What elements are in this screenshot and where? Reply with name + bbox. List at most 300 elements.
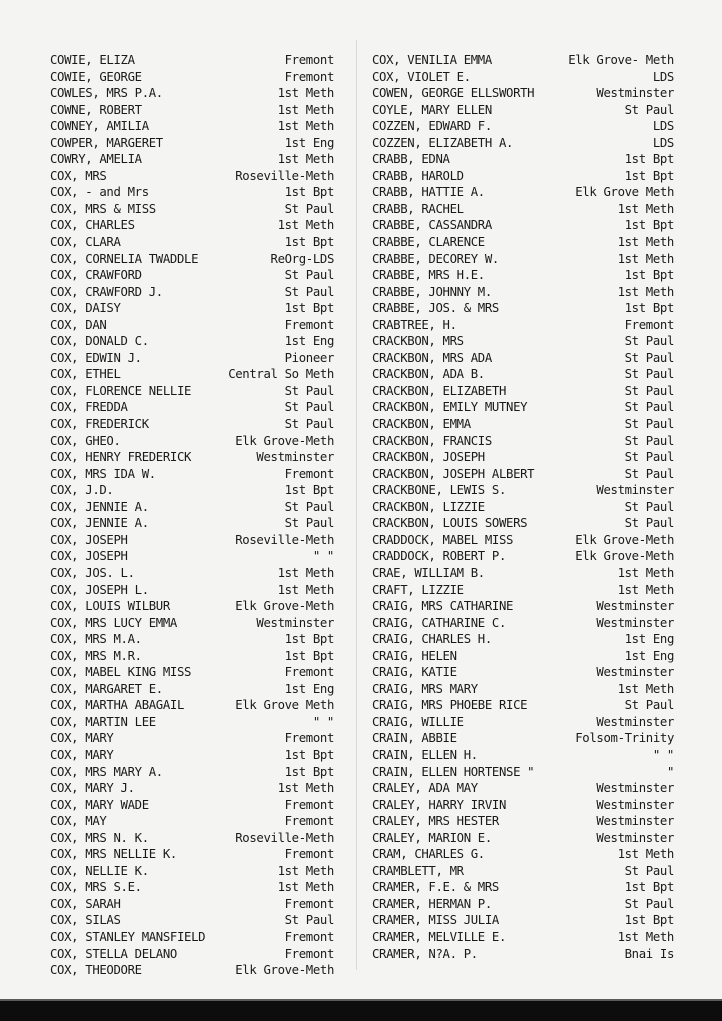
church-name: Elk Grove-Meth <box>235 599 334 614</box>
directory-entry <box>372 730 674 747</box>
church-name: St Paul <box>624 400 674 415</box>
church-name: 1st Meth <box>277 565 334 580</box>
church-name: 1st Meth <box>617 201 674 216</box>
right-column <box>372 52 674 962</box>
directory-entry <box>50 234 334 251</box>
directory-entry <box>50 300 334 317</box>
directory-entry <box>50 929 334 946</box>
directory-entry <box>372 201 674 218</box>
directory-entry <box>372 449 674 466</box>
member-name: CRAM, CHARLES G. <box>372 847 485 862</box>
member-name: CRALEY, HARRY IRVIN <box>372 797 507 812</box>
member-name: CRADDOCK, ROBERT P. <box>372 549 507 564</box>
member-name: COX, JOSEPH <box>50 532 128 547</box>
directory-entry <box>372 69 674 86</box>
member-name: COX, ETHEL <box>50 367 121 382</box>
left-column <box>50 52 334 979</box>
church-name: LDS <box>652 135 674 150</box>
directory-entry <box>372 912 674 929</box>
church-name: Westminster <box>596 781 674 796</box>
church-name: 1st Meth <box>277 218 334 233</box>
member-name: CRADDOCK, MABEL MISS <box>372 532 514 547</box>
member-name: COWPER, MARGERET <box>50 135 163 150</box>
member-name: COX, FREDDA <box>50 400 128 415</box>
church-name: 1st Bpt <box>284 235 334 250</box>
church-name: St Paul <box>624 516 674 531</box>
church-name: St Paul <box>624 450 674 465</box>
directory-entry <box>372 300 674 317</box>
directory-entry <box>372 565 674 582</box>
directory-entry <box>372 399 674 416</box>
church-name: 1st Bpt <box>284 747 334 762</box>
directory-entry <box>372 135 674 152</box>
member-name: COX, LOUIS WILBUR <box>50 599 170 614</box>
directory-entry <box>372 383 674 400</box>
church-name: " <box>666 764 674 779</box>
church-name: Elk Grove Meth <box>235 698 334 713</box>
directory-entry <box>372 416 674 433</box>
member-name: COX, EDWIN J. <box>50 350 142 365</box>
church-name: 1st Bpt <box>624 218 674 233</box>
member-name: COX, MARY <box>50 747 114 762</box>
member-name: COWIE, ELIZA <box>50 53 135 67</box>
member-name: COX, MARGARET E. <box>50 681 163 696</box>
member-name: COX, MARTHA ABAGAIL <box>50 698 185 713</box>
member-name: COX, MARTIN LEE <box>50 714 156 729</box>
church-name: 1st Bpt <box>284 632 334 647</box>
member-name: COX, JOSEPH L. <box>50 582 149 597</box>
directory-entry <box>50 267 334 284</box>
church-name: St Paul <box>284 516 334 531</box>
directory-entry <box>372 846 674 863</box>
church-name: Elk Grove- Meth <box>568 53 674 67</box>
directory-entry <box>50 383 334 400</box>
directory-entry <box>372 515 674 532</box>
member-name: CRAIN, ELLEN H. <box>372 747 478 762</box>
directory-entry <box>50 912 334 929</box>
directory-entry <box>50 416 334 433</box>
directory-entry <box>372 764 674 781</box>
church-name: 1st Eng <box>284 681 334 696</box>
member-name: CRACKBON, FRANCIS <box>372 433 492 448</box>
directory-entry <box>50 697 334 714</box>
member-name: CRABB, HATTIE A. <box>372 185 485 200</box>
member-name: CRAIG, WILLIE <box>372 714 464 729</box>
church-name: 1st Bpt <box>284 301 334 316</box>
member-name: COX, JOS. L. <box>50 565 135 580</box>
member-name: CRABB, RACHEL <box>372 201 464 216</box>
directory-entry <box>372 615 674 632</box>
member-name: COX, THEODORE <box>50 963 142 978</box>
church-name: Westminster <box>596 665 674 680</box>
directory-entry <box>50 515 334 532</box>
member-name: COX, MARY <box>50 731 114 746</box>
member-name: CRACKBON, MRS ADA <box>372 350 492 365</box>
church-name: St Paul <box>284 400 334 415</box>
member-name: COX, JOSEPH <box>50 549 128 564</box>
directory-entry <box>50 780 334 797</box>
church-name: 1st Meth <box>617 847 674 862</box>
church-name: St Paul <box>284 499 334 514</box>
member-name: COX, MRS & MISS <box>50 201 156 216</box>
member-name: COX, CLARA <box>50 235 121 250</box>
directory-entry <box>372 681 674 698</box>
church-name: ReOrg-LDS <box>270 251 334 266</box>
church-name: Elk Grove-Meth <box>575 532 674 547</box>
directory-entry <box>372 433 674 450</box>
church-name: St Paul <box>624 417 674 432</box>
directory-entry <box>50 747 334 764</box>
church-name: 1st Bpt <box>624 301 674 316</box>
church-name: Fremont <box>284 929 334 944</box>
member-name: COX, JENNIE A. <box>50 499 149 514</box>
church-name: St Paul <box>624 383 674 398</box>
directory-entry <box>50 631 334 648</box>
directory-entry <box>50 433 334 450</box>
member-name: CRAIG, MRS PHOEBE RICE <box>372 698 528 713</box>
directory-entry <box>50 565 334 582</box>
directory-entry <box>372 714 674 731</box>
directory-entry <box>50 466 334 483</box>
directory-entry <box>372 499 674 516</box>
directory-entry <box>372 52 674 69</box>
church-name: Fremont <box>284 53 334 67</box>
directory-entry <box>50 135 334 152</box>
member-name: COWRY, AMELIA <box>50 152 142 167</box>
directory-entry <box>372 863 674 880</box>
church-name: Westminster <box>596 599 674 614</box>
member-name: COWIE, GEORGE <box>50 69 142 84</box>
directory-entry <box>50 863 334 880</box>
church-name: 1st Meth <box>617 565 674 580</box>
church-name: St Paul <box>284 417 334 432</box>
directory-entry <box>50 879 334 896</box>
member-name: CRAMER, F.E. & MRS <box>372 880 499 895</box>
church-name: St Paul <box>624 896 674 911</box>
church-name: 1st Meth <box>617 929 674 944</box>
directory-entry <box>372 234 674 251</box>
directory-entry <box>50 582 334 599</box>
church-name: Bnai Is <box>624 946 674 961</box>
church-name: Fremont <box>284 946 334 961</box>
directory-entry <box>372 85 674 102</box>
directory-entry <box>372 946 674 963</box>
member-name: COX, DAN <box>50 317 107 332</box>
church-name: Roseville-Meth <box>235 168 334 183</box>
directory-entry <box>50 830 334 847</box>
member-name: CRABBE, CLARENCE <box>372 235 485 250</box>
member-name: CRACKBON, JOSEPH <box>372 450 485 465</box>
church-name: 1st Bpt <box>284 185 334 200</box>
church-name: Central So Meth <box>228 367 334 382</box>
member-name: COX, SARAH <box>50 896 121 911</box>
directory-entry <box>50 217 334 234</box>
member-name: CRAIG, MRS MARY <box>372 681 478 696</box>
member-name: CRAMBLETT, MR <box>372 863 464 878</box>
church-name: Fremont <box>284 466 334 481</box>
church-name: 1st Meth <box>277 781 334 796</box>
member-name: COX, MRS M.R. <box>50 648 142 663</box>
directory-entry <box>50 333 334 350</box>
directory-entry <box>372 251 674 268</box>
directory-entry <box>372 284 674 301</box>
member-name: COX, CHARLES <box>50 218 135 233</box>
church-name: 1st Meth <box>617 284 674 299</box>
directory-entry <box>50 118 334 135</box>
directory-entry <box>50 350 334 367</box>
scan-border <box>0 1001 722 1021</box>
member-name: CRACKBON, EMILY MUTNEY <box>372 400 528 415</box>
church-name: 1st Meth <box>277 102 334 117</box>
church-name: 1st Bpt <box>624 913 674 928</box>
member-name: CRABBE, MRS H.E. <box>372 268 485 283</box>
church-name: Elk Grove-Meth <box>575 549 674 564</box>
member-name: COYLE, MARY ELLEN <box>372 102 492 117</box>
directory-entry <box>50 284 334 301</box>
directory-entry <box>372 267 674 284</box>
member-name: COX, MRS N. K. <box>50 830 149 845</box>
member-name: CRAMER, MISS JULIA <box>372 913 499 928</box>
member-name: COX, DAISY <box>50 301 121 316</box>
church-name: Folsom-Trinity <box>575 731 674 746</box>
church-name: Westminster <box>596 86 674 101</box>
directory-entry <box>50 813 334 830</box>
member-name: CRAIG, CATHARINE C. <box>372 615 507 630</box>
member-name: CRALEY, MRS HESTER <box>372 814 499 829</box>
directory-entry <box>50 615 334 632</box>
member-name: CRAIG, KATIE <box>372 665 457 680</box>
member-name: CRALEY, MARION E. <box>372 830 492 845</box>
member-name: COX, HENRY FREDERICK <box>50 450 192 465</box>
church-name: St Paul <box>624 698 674 713</box>
member-name: COX, GHEO. <box>50 433 121 448</box>
directory-entry <box>372 648 674 665</box>
directory-entry <box>372 532 674 549</box>
church-name: 1st Eng <box>284 334 334 349</box>
church-name: 1st Meth <box>617 681 674 696</box>
church-name: Roseville-Meth <box>235 830 334 845</box>
directory-entry <box>372 631 674 648</box>
member-name: CRACKBON, ELIZABETH <box>372 383 507 398</box>
directory-entry <box>50 151 334 168</box>
directory-entry <box>372 879 674 896</box>
directory-entry <box>50 598 334 615</box>
member-name: COX, MRS <box>50 168 107 183</box>
directory-entry <box>372 813 674 830</box>
directory-entry <box>50 946 334 963</box>
directory-entry <box>50 714 334 731</box>
church-name: St Paul <box>624 367 674 382</box>
directory-entry <box>50 85 334 102</box>
member-name: CRAIN, ELLEN HORTENSE " <box>372 764 535 779</box>
church-name: Elk Grove-Meth <box>235 433 334 448</box>
church-name: Elk Grove-Meth <box>235 963 334 978</box>
member-name: CRALEY, ADA MAY <box>372 781 478 796</box>
church-name: 1st Bpt <box>284 764 334 779</box>
church-name: 1st Bpt <box>624 268 674 283</box>
member-name: COX, MRS NELLIE K. <box>50 847 177 862</box>
member-name: COX, STANLEY MANSFIELD <box>50 929 206 944</box>
member-name: CRAIN, ABBIE <box>372 731 457 746</box>
church-name: 1st Eng <box>624 648 674 663</box>
member-name: COX, MABEL KING MISS <box>50 665 192 680</box>
directory-entry <box>372 482 674 499</box>
member-name: COX, CRAWFORD J. <box>50 284 163 299</box>
church-name: 1st Bpt <box>624 152 674 167</box>
directory-entry <box>372 598 674 615</box>
church-name: 1st Eng <box>284 135 334 150</box>
member-name: COX, MRS LUCY EMMA <box>50 615 177 630</box>
church-name: St Paul <box>284 383 334 398</box>
directory-entry <box>50 168 334 185</box>
member-name: COX, CRAWFORD <box>50 268 142 283</box>
member-name: COWLES, MRS P.A. <box>50 86 163 101</box>
directory-entry <box>372 896 674 913</box>
directory-entry <box>372 830 674 847</box>
church-name: 1st Meth <box>277 863 334 878</box>
member-name: CRACKBON, MRS <box>372 334 464 349</box>
directory-entry <box>372 664 674 681</box>
directory-entry <box>50 532 334 549</box>
member-name: COX, MRS MARY A. <box>50 764 163 779</box>
member-name: COX, FLORENCE NELLIE <box>50 383 192 398</box>
directory-entry <box>50 52 334 69</box>
directory-entry <box>372 797 674 814</box>
directory-entry <box>50 449 334 466</box>
member-name: COX, DONALD C. <box>50 334 149 349</box>
church-name: St Paul <box>624 334 674 349</box>
church-name: Westminster <box>596 483 674 498</box>
member-name: CRAIG, HELEN <box>372 648 457 663</box>
church-name: 1st Bpt <box>624 168 674 183</box>
directory-entry <box>50 482 334 499</box>
church-name: 1st Eng <box>624 632 674 647</box>
member-name: CRAMER, MELVILLE E. <box>372 929 507 944</box>
church-name: Fremont <box>284 69 334 84</box>
church-name: Fremont <box>284 797 334 812</box>
directory-entry <box>372 466 674 483</box>
church-name: Fremont <box>624 317 674 332</box>
church-name: Fremont <box>284 665 334 680</box>
directory-entry <box>50 366 334 383</box>
church-name: Westminster <box>596 797 674 812</box>
directory-entry <box>50 664 334 681</box>
directory-entry <box>50 69 334 86</box>
church-name: 1st Meth <box>277 152 334 167</box>
church-name: Fremont <box>284 317 334 332</box>
church-name: 1st Meth <box>617 251 674 266</box>
member-name: COX, STELLA DELANO <box>50 946 177 961</box>
church-name: 1st Meth <box>617 582 674 597</box>
church-name: 1st Meth <box>277 880 334 895</box>
directory-entry <box>50 764 334 781</box>
member-name: COX, J.D. <box>50 483 114 498</box>
directory-entry <box>50 648 334 665</box>
member-name: COX, MRS M.A. <box>50 632 142 647</box>
directory-entry <box>50 548 334 565</box>
column-gutter <box>356 40 357 970</box>
member-name: CRAIG, CHARLES H. <box>372 632 492 647</box>
church-name: St Paul <box>284 268 334 283</box>
directory-entry <box>372 317 674 334</box>
directory-entry <box>50 184 334 201</box>
church-name: Westminster <box>256 615 334 630</box>
member-name: CRAMER, HERMAN P. <box>372 896 492 911</box>
directory-entry <box>372 217 674 234</box>
directory-entry <box>372 118 674 135</box>
directory-entry <box>372 548 674 565</box>
member-name: CRAFT, LIZZIE <box>372 582 464 597</box>
church-name: 1st Meth <box>277 582 334 597</box>
member-name: COX, CORNELIA TWADDLE <box>50 251 199 266</box>
church-name: St Paul <box>624 499 674 514</box>
church-name: St Paul <box>624 466 674 481</box>
member-name: COX, VIOLET E. <box>372 69 471 84</box>
church-name: LDS <box>652 69 674 84</box>
directory-entry <box>50 846 334 863</box>
church-name: 1st Bpt <box>624 880 674 895</box>
member-name: CRAMER, N?A. P. <box>372 946 478 961</box>
church-name: Fremont <box>284 731 334 746</box>
member-name: CRABBE, JOHNNY M. <box>372 284 492 299</box>
directory-entry <box>50 201 334 218</box>
directory-entry <box>50 797 334 814</box>
church-name: St Paul <box>284 284 334 299</box>
directory-entry <box>50 896 334 913</box>
church-name: St Paul <box>624 102 674 117</box>
church-name: Fremont <box>284 896 334 911</box>
directory-entry <box>50 681 334 698</box>
member-name: CRACKBON, LOUIS SOWERS <box>372 516 528 531</box>
directory-entry <box>50 399 334 416</box>
directory-entry <box>372 747 674 764</box>
church-name: Fremont <box>284 814 334 829</box>
member-name: COX, FREDERICK <box>50 417 149 432</box>
member-name: CRABTREE, H. <box>372 317 457 332</box>
member-name: CRACKBON, JOSEPH ALBERT <box>372 466 535 481</box>
member-name: COX, NELLIE K. <box>50 863 149 878</box>
directory-entry <box>372 168 674 185</box>
directory-entry <box>50 251 334 268</box>
member-name: COWEN, GEORGE ELLSWORTH <box>372 86 535 101</box>
member-name: CRABBE, CASSANDRA <box>372 218 492 233</box>
member-name: CRAE, WILLIAM B. <box>372 565 485 580</box>
church-name: St Paul <box>624 433 674 448</box>
church-name: 1st Meth <box>617 235 674 250</box>
church-name: 1st Bpt <box>284 483 334 498</box>
directory-entry <box>50 499 334 516</box>
church-name: St Paul <box>624 350 674 365</box>
directory-entry <box>50 102 334 119</box>
church-name: " " <box>312 714 334 729</box>
church-name: St Paul <box>624 863 674 878</box>
member-name: COX, MARY WADE <box>50 797 149 812</box>
church-name: Roseville-Meth <box>235 532 334 547</box>
member-name: CRACKBON, EMMA <box>372 417 471 432</box>
directory-entry <box>372 366 674 383</box>
member-name: COX, MRS IDA W. <box>50 466 156 481</box>
member-name: CRABBE, JOS. & MRS <box>372 301 499 316</box>
member-name: COX, JENNIE A. <box>50 516 149 531</box>
directory-entry <box>372 102 674 119</box>
church-name: Westminster <box>256 450 334 465</box>
church-name: St Paul <box>284 201 334 216</box>
member-name: CRAIG, MRS CATHARINE <box>372 599 514 614</box>
church-name: Fremont <box>284 847 334 862</box>
directory-entry <box>372 582 674 599</box>
church-name: 1st Meth <box>277 86 334 101</box>
church-name: Westminster <box>596 814 674 829</box>
